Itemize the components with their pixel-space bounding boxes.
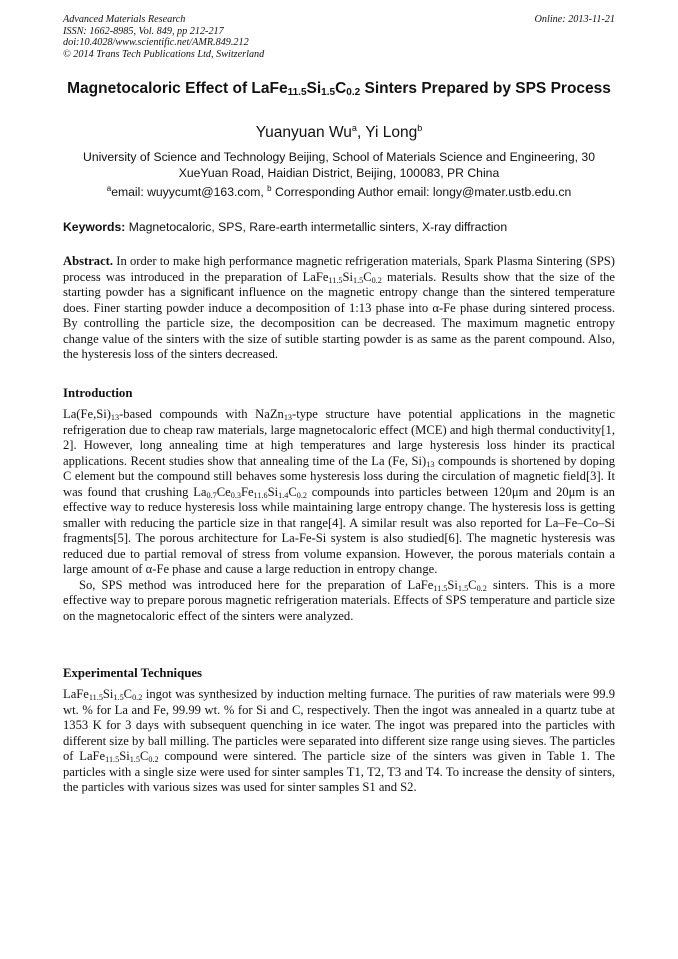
paragraph xyxy=(63,687,615,796)
formula-subscript: 0.7 xyxy=(206,490,217,500)
introduction-heading: Introduction xyxy=(63,386,133,400)
formula-subscript: 1.5 xyxy=(129,755,140,764)
paragraph-text: compound were sintered. The particle size of the sinters was given in Table 1. The particles with a single size were used for sinter samples T1, T2, T3 and T4. To increase the density of sinters, the particles with various sizes was used for sinter samples S1 and S2. xyxy=(63,749,616,794)
paragraph-text: sinters. This is a more effective way to prepare porous magnetic refrigeration materials. Effects of SPS temperature and particle size on the magnetocaloric effect of the sinters were analyzed. xyxy=(63,577,615,623)
formula-subscript: 11.5 xyxy=(433,583,448,593)
paragraph-text: Si xyxy=(267,484,279,499)
author-mark: a xyxy=(351,123,357,133)
paragraph-text: ingot was synthesized by induction melting furnace. The purities of raw materials were 99.9 wt. % for La and Fe, 99.99 wt. % for Si and C, respectively. Then the ingot was annealed in a quartz tube at 1353 K for 3 days with subsequent quenching in ice water. The ingot was prepared into the particles with different size by ball milling. The particles were separated into different size range using sieves. The particles of LaFe xyxy=(63,687,615,763)
paragraph-text: Fe xyxy=(240,484,254,499)
author-name: Yi Long xyxy=(365,124,418,141)
title-subscript: 1.5 xyxy=(321,87,336,98)
paragraph xyxy=(63,407,615,578)
abstract xyxy=(63,254,615,363)
formula-subscript: 13 xyxy=(426,459,435,469)
author-separator: , xyxy=(356,124,366,141)
abstract-text: significant xyxy=(180,285,234,299)
paragraph-text: C xyxy=(139,749,149,763)
abstract-label: Abstract. xyxy=(63,254,114,268)
author-mark: b xyxy=(417,123,423,133)
paragraph-text: -based compounds with NaZn xyxy=(119,407,284,421)
journal-header xyxy=(63,14,615,60)
formula-subscript: 0.2 xyxy=(148,755,159,764)
experimental-body xyxy=(63,687,615,796)
paragraph-text: compounds into particles between 120μm and 20μm is an effective way to reduce hysteresis loss while maintaining large entropy change. The hysteresis loss is getting smaller with reducing the particle size in that range[4]. A similar result was also reported for La–Fe–Co–Si fragments[5]. The porous architecture for La-Fe-Si system is also studied[6]. The magnetic hysteresis was reduced due to partial removal of stress from volume expansion. However, the porous materials contain a large amount of α-Fe phase and cause a large reduction in entropy change. xyxy=(63,484,615,576)
paragraph-text: Si xyxy=(119,749,130,763)
formula-subscript: 0.2 xyxy=(476,583,487,593)
formula-subscript: 1.5 xyxy=(113,693,124,702)
formula-subscript: 0.2 xyxy=(132,693,143,702)
paragraph-text: So, SPS method was introduced here for the preparation of LaFe xyxy=(79,577,434,592)
author-name: Yuanyuan Wu xyxy=(255,124,352,141)
abstract-text: influence on the magnetic entropy change than the sintered temperature does. Finer starting powder induce a decomposition of 1:13 phase into α-Fe phase during sintered process. By controlling the particle size, the decomposition can be decreased. The maximum magnetic entropy change value of the sinters with the size of sutible starting powder is as same as the parent compound. Also, the hysteresis loss of the sinters decreased. xyxy=(63,285,615,361)
journal-name: Advanced Materials Research xyxy=(63,14,186,25)
online-date: Online: 2013-11-21 xyxy=(534,14,615,25)
doi-line[interactable]: doi:10.4028/www.scientific.net/AMR.849.212 xyxy=(63,37,249,49)
abstract-text: C xyxy=(363,269,372,284)
introduction-body xyxy=(63,407,615,624)
formula-subscript: 0.2 xyxy=(296,490,307,500)
copyright-line: © 2014 Trans Tech Publications Ltd, Switzerland xyxy=(63,48,265,60)
experimental-heading: Experimental Techniques xyxy=(63,666,203,680)
email-line xyxy=(63,184,615,200)
formula-subscript: 0.2 xyxy=(371,275,382,285)
title-text: Magnetocaloric Effect of LaFe xyxy=(67,80,288,97)
formula-subscript: 11.5 xyxy=(328,275,343,285)
formula-subscript: 11.6 xyxy=(253,490,268,500)
paragraph-text: La(Fe,Si) xyxy=(63,407,111,421)
affiliation: University of Science and Technology Beijing, School of Materials Science and Engineering, 30 XueYuan Road, Haidian District, Beijing, 100083, PR China xyxy=(83,150,595,180)
email-mark: b xyxy=(267,184,272,193)
abstract-text: In order to make high performance magnetic refrigeration materials, Spark Plasma Sintering (SPS) process was introduced in the preparation of LaFe xyxy=(63,254,615,284)
formula-subscript: 1.5 xyxy=(457,583,469,593)
paragraph-text: C xyxy=(123,687,133,701)
abstract-text: materials. Results show that the size of the starting powder has a xyxy=(63,269,616,299)
title-subscript: 0.2 xyxy=(346,87,361,98)
paragraph-text: Ce xyxy=(216,484,231,499)
paragraph-text: C xyxy=(468,577,477,592)
email-mark: a xyxy=(106,184,112,193)
email-text[interactable]: Corresponding Author email: longy@mater.ustb.edu.cn xyxy=(271,185,572,199)
title-text: C xyxy=(335,80,347,97)
formula-subscript: 11.5 xyxy=(105,755,120,764)
paragraph-text: C xyxy=(288,484,297,499)
formula-subscript: 1.4 xyxy=(278,490,289,500)
formula-subscript: 0.3 xyxy=(230,490,241,500)
keywords-text: Magnetocaloric, SPS, Rare-earth intermetallic sinters, X-ray diffraction xyxy=(125,220,508,234)
abstract-text: Si xyxy=(342,269,354,284)
paragraph-text: LaFe xyxy=(63,687,89,701)
title-text: Sinters Prepared by SPS Process xyxy=(360,80,611,97)
email-text[interactable]: email: wuyycumt@163.com, xyxy=(111,185,268,199)
paper-title xyxy=(63,80,615,98)
paragraph-text: -type structure have potential applications in the magnetic refrigeration due to cheap raw materials, large magnetocaloric effect (MCE) and high thermal conductivity[1, 2]. However, long annealing time at high temperatures and large hysteresis loss hinder its practical applications. Recent studies show that annealing time of the La (Fe, Si) xyxy=(63,407,615,468)
paragraph xyxy=(63,578,615,625)
formula-subscript: 1.5 xyxy=(353,275,364,285)
paragraph-text: compounds is shortened by doping C element but the compound still behaves some hysteresis loss during the circulation of magnetic field[3]. It was found that crushing La xyxy=(63,453,616,499)
title-text: Si xyxy=(306,80,322,97)
formula-subscript: 11.5 xyxy=(88,693,103,702)
keywords xyxy=(63,219,615,235)
paragraph-text: Si xyxy=(102,687,114,701)
title-subscript: 11.5 xyxy=(287,87,307,98)
issn-line: ISSN: 1662-8985, Vol. 849, pp 212-217 xyxy=(63,25,224,37)
author-list xyxy=(63,124,615,142)
formula-subscript: 13 xyxy=(283,413,293,422)
formula-subscript: 13 xyxy=(110,413,120,422)
keywords-label: Keywords: xyxy=(63,220,126,234)
paragraph-text: Si xyxy=(447,577,458,592)
